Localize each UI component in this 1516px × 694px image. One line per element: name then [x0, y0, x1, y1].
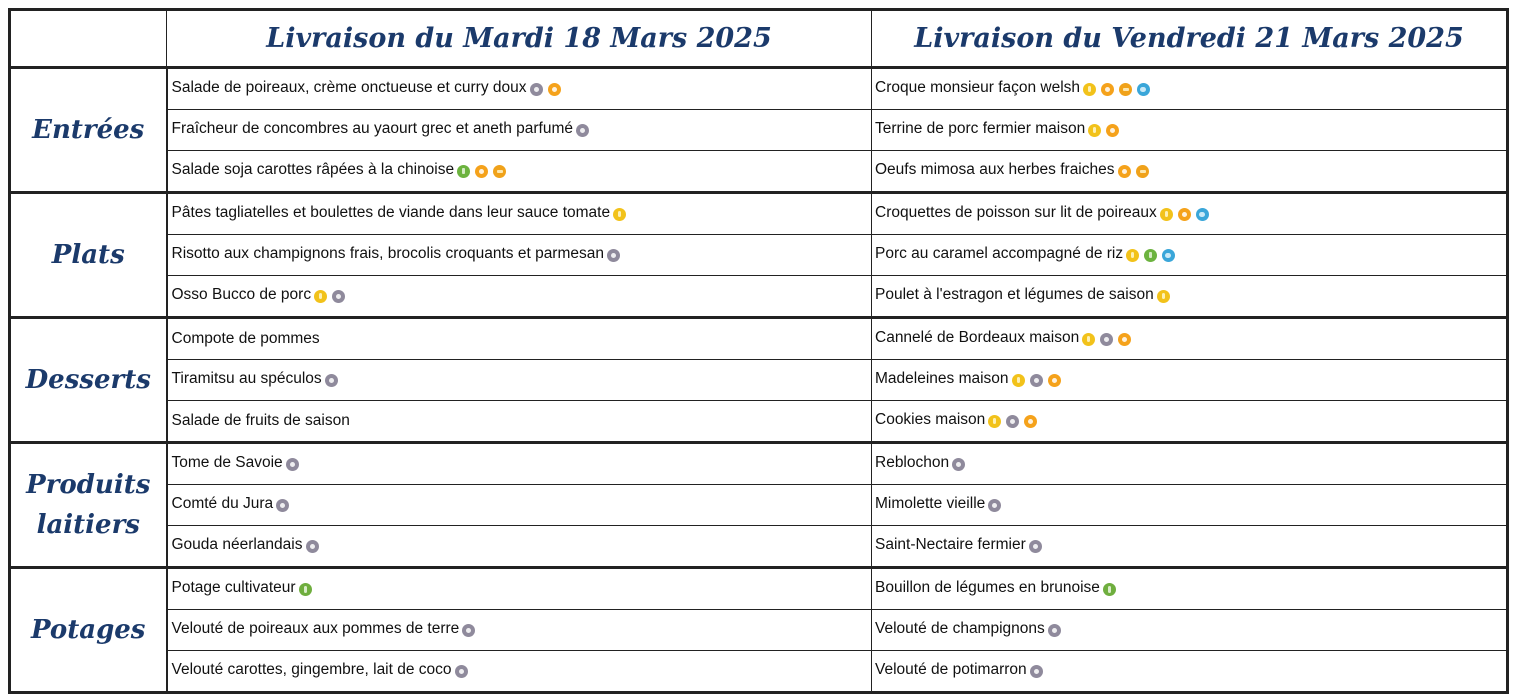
dairy-icon — [1100, 333, 1113, 346]
fish-icon — [1162, 249, 1175, 262]
dairy-icon — [1030, 665, 1043, 678]
friday-delivery-title: Livraison du Vendredi 21 Mars 2025 — [872, 10, 1508, 68]
menu-body — [10, 68, 1508, 693]
menu-row — [10, 276, 1508, 318]
menu-row — [10, 443, 1508, 485]
dish-name: Salade soja carottes râpées à la chinoise — [171, 161, 455, 178]
dish-name: Osso Bucco de porc — [171, 286, 312, 303]
dish-name: Porc au caramel accompagné de riz — [875, 245, 1124, 262]
menu-table — [8, 8, 1509, 694]
gluten-icon — [1157, 290, 1170, 303]
fish-icon — [1196, 208, 1209, 221]
tuesday-dish-cell — [167, 68, 872, 110]
dish-name: Pâtes tagliatelles et boulettes de viande dans leur sauce tomate — [171, 204, 611, 221]
friday-dish-cell — [872, 401, 1508, 443]
egg-icon — [1178, 208, 1191, 221]
friday-dish-cell — [872, 68, 1508, 110]
tuesday-dish-cell — [167, 610, 872, 651]
dish-name: Risotto aux champignons frais, brocolis croquants et parmesan — [171, 245, 604, 262]
gluten-icon — [988, 415, 1001, 428]
allergen-icons — [988, 413, 1042, 431]
dish-name: Poulet à l'estragon et légumes de saison — [875, 286, 1154, 303]
menu-row — [10, 485, 1508, 526]
header-row — [10, 10, 1508, 68]
gluten-icon — [1160, 208, 1173, 221]
allergen-icons — [1082, 331, 1136, 349]
gluten-icon — [1088, 124, 1101, 137]
allergen-icons — [1029, 538, 1047, 556]
egg-icon — [1024, 415, 1037, 428]
mustard-icon — [1136, 165, 1149, 178]
egg-icon — [1106, 124, 1119, 137]
dish-name: Comté du Jura — [171, 495, 274, 512]
friday-dish-cell — [872, 526, 1508, 568]
gluten-icon — [314, 290, 327, 303]
allergen-icons — [1012, 372, 1066, 390]
allergen-icons — [314, 288, 350, 306]
friday-dish-cell — [872, 610, 1508, 651]
allergen-icons — [276, 497, 294, 515]
friday-dish-cell — [872, 360, 1508, 401]
egg-icon — [1118, 165, 1131, 178]
menu-row — [10, 526, 1508, 568]
dairy-icon — [988, 499, 1001, 512]
dish-name: Croquettes de poisson sur lit de poireaux — [875, 204, 1157, 221]
tuesday-dish-cell — [167, 401, 872, 443]
allergen-icons — [952, 456, 970, 474]
allergen-icons — [988, 497, 1006, 515]
menu-row — [10, 651, 1508, 693]
tuesday-dish-cell — [167, 110, 872, 151]
dairy-icon — [952, 458, 965, 471]
menu-row — [10, 193, 1508, 235]
dish-name: Compote de pommes — [171, 330, 320, 347]
dairy-icon — [306, 540, 319, 553]
gluten-icon — [1012, 374, 1025, 387]
dish-name: Tome de Savoie — [171, 454, 283, 471]
dish-name: Croque monsieur façon welsh — [875, 79, 1081, 96]
tuesday-dish-cell — [167, 151, 872, 193]
tuesday-dish-cell — [167, 526, 872, 568]
dish-name: Velouté carottes, gingembre, lait de coco — [171, 661, 452, 678]
menu-row — [10, 68, 1508, 110]
allergen-icons — [607, 247, 625, 265]
menu-row — [10, 235, 1508, 276]
tuesday-dish-cell — [167, 318, 872, 360]
dish-name: Bouillon de légumes en brunoise — [875, 579, 1100, 596]
egg-icon — [1048, 374, 1061, 387]
category-label: Desserts — [10, 318, 167, 443]
dish-name: Terrine de porc fermier maison — [875, 120, 1086, 137]
allergen-icons — [455, 663, 473, 681]
allergen-icons — [1160, 206, 1214, 224]
category-label: Plats — [10, 193, 167, 318]
dish-name: Madeleines maison — [875, 370, 1009, 387]
dish-name: Salade de poireaux, crème onctueuse et curry doux — [171, 79, 527, 96]
dish-name: Gouda néerlandais — [171, 536, 303, 553]
allergen-icons — [576, 122, 594, 140]
gluten-icon — [1083, 83, 1096, 96]
allergen-icons — [325, 372, 343, 390]
dairy-icon — [462, 624, 475, 637]
dish-name: Mimolette vieille — [875, 495, 986, 512]
tuesday-dish-cell — [167, 360, 872, 401]
dish-name: Velouté de champignons — [875, 620, 1045, 637]
category-label: Produits laitiers — [10, 443, 167, 568]
friday-dish-cell — [872, 568, 1508, 610]
tuesday-dish-cell — [167, 276, 872, 318]
dairy-icon — [607, 249, 620, 262]
friday-dish-cell — [872, 443, 1508, 485]
dish-name: Saint-Nectaire fermier — [875, 536, 1026, 553]
allergen-icons — [286, 456, 304, 474]
allergen-icons — [1083, 81, 1155, 99]
friday-dish-cell — [872, 235, 1508, 276]
tuesday-dish-cell — [167, 568, 872, 610]
dairy-icon — [276, 499, 289, 512]
allergen-icons — [1030, 663, 1048, 681]
egg-icon — [548, 83, 561, 96]
menu-row — [10, 318, 1508, 360]
egg-icon — [1118, 333, 1131, 346]
dish-name: Cookies maison — [875, 411, 986, 428]
allergen-icons — [1048, 622, 1066, 640]
allergen-icons — [457, 163, 511, 181]
menu-row — [10, 110, 1508, 151]
tuesday-dish-cell — [167, 651, 872, 693]
dairy-icon — [1048, 624, 1061, 637]
category-label: Entrées — [10, 68, 167, 193]
dish-name: Cannelé de Bordeaux maison — [875, 329, 1080, 346]
friday-dish-cell — [872, 110, 1508, 151]
dairy-icon — [325, 374, 338, 387]
tuesday-dish-cell — [167, 193, 872, 235]
allergen-icons — [1126, 247, 1180, 265]
menu-row — [10, 568, 1508, 610]
menu-row — [10, 151, 1508, 193]
tuesday-delivery-title: Livraison du Mardi 18 Mars 2025 — [167, 10, 872, 68]
tuesday-dish-cell — [167, 443, 872, 485]
celery-icon — [299, 583, 312, 596]
dairy-icon — [455, 665, 468, 678]
egg-icon — [475, 165, 488, 178]
friday-dish-cell — [872, 485, 1508, 526]
friday-dish-cell — [872, 276, 1508, 318]
dairy-icon — [332, 290, 345, 303]
menu-row — [10, 401, 1508, 443]
dish-name: Tiramitsu au spéculos — [171, 370, 322, 387]
fish-icon — [1137, 83, 1150, 96]
menu-row — [10, 360, 1508, 401]
gluten-icon — [1082, 333, 1095, 346]
allergen-icons — [530, 81, 566, 99]
dish-name: Reblochon — [875, 454, 950, 471]
allergen-icons — [1088, 122, 1124, 140]
friday-dish-cell — [872, 318, 1508, 360]
dish-name: Potage cultivateur — [171, 579, 296, 596]
allergen-icons — [299, 581, 317, 599]
friday-dish-cell — [872, 151, 1508, 193]
tuesday-dish-cell — [167, 485, 872, 526]
dairy-icon — [530, 83, 543, 96]
menu-row — [10, 610, 1508, 651]
gluten-icon — [1126, 249, 1139, 262]
dairy-icon — [1030, 374, 1043, 387]
friday-dish-cell — [872, 651, 1508, 693]
mustard-icon — [1119, 83, 1132, 96]
friday-dish-cell — [872, 193, 1508, 235]
allergen-icons — [1103, 581, 1121, 599]
allergen-icons — [462, 622, 480, 640]
dish-name: Oeufs mimosa aux herbes fraiches — [875, 161, 1115, 178]
dish-name: Velouté de poireaux aux pommes de terre — [171, 620, 460, 637]
corner-cell — [10, 10, 167, 68]
egg-icon — [1101, 83, 1114, 96]
tuesday-dish-cell — [167, 235, 872, 276]
mustard-icon — [493, 165, 506, 178]
soy-icon — [457, 165, 470, 178]
dairy-icon — [286, 458, 299, 471]
dairy-icon — [1029, 540, 1042, 553]
dish-name: Salade de fruits de saison — [171, 412, 350, 429]
allergen-icons — [306, 538, 324, 556]
dish-name: Fraîcheur de concombres au yaourt grec et aneth parfumé — [171, 120, 573, 137]
dairy-icon — [576, 124, 589, 137]
celery-icon — [1103, 583, 1116, 596]
category-label: Potages — [10, 568, 167, 693]
allergen-icons — [1118, 163, 1154, 181]
soy-icon — [1144, 249, 1157, 262]
gluten-icon — [613, 208, 626, 221]
dish-name: Velouté de potimarron — [875, 661, 1027, 678]
allergen-icons — [1157, 288, 1175, 306]
allergen-icons — [613, 206, 631, 224]
dairy-icon — [1006, 415, 1019, 428]
